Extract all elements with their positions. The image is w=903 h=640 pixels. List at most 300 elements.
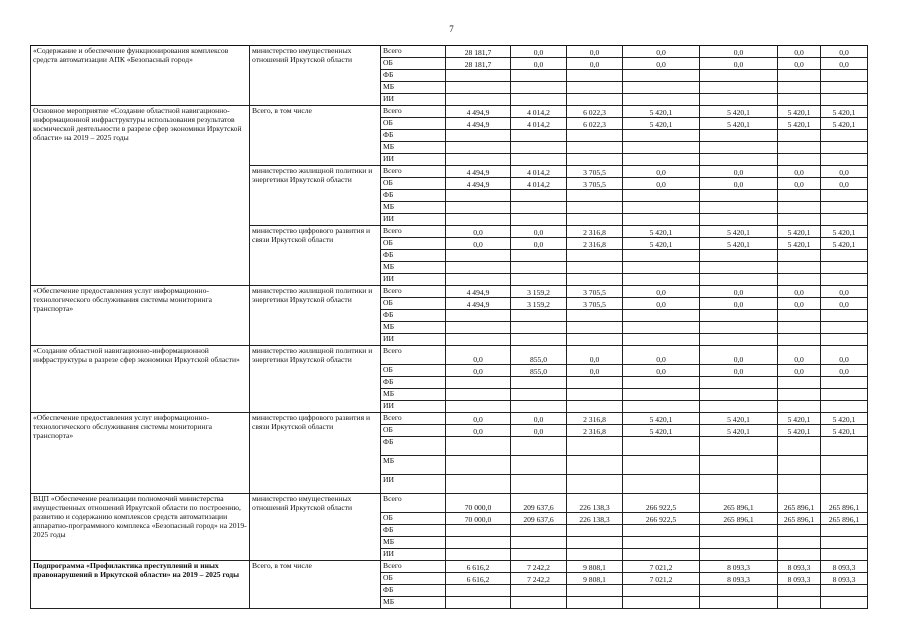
amount-cell	[700, 70, 778, 82]
amount-cell	[623, 82, 700, 94]
activity-name-cell: Подпрограмма «Профилактика преступлений и иных правонарушений в Иркутской области» на 2019 – 2025 годы	[31, 561, 250, 609]
table-row	[31, 106, 868, 118]
funding-source-cell: Всего	[381, 286, 446, 298]
amount-cell	[623, 456, 700, 475]
funding-source-cell: ИИ	[381, 549, 446, 561]
amount-cell: 5 420,1	[700, 106, 778, 118]
amount-cell	[821, 214, 868, 226]
amount-cell	[511, 597, 567, 609]
amount-cell: 70 000,0	[446, 494, 511, 513]
amount-cell	[700, 549, 778, 561]
amount-cell: 0,0	[700, 286, 778, 298]
amount-cell: 0,0	[446, 346, 511, 365]
amount-cell	[511, 274, 567, 286]
amount-cell	[623, 94, 700, 106]
amount-cell: 0,0	[623, 286, 700, 298]
amount-cell	[821, 377, 868, 389]
amount-cell: 4 014,2	[511, 178, 567, 190]
amount-cell	[700, 597, 778, 609]
executor-cell: министерство жилищной политики и энергетики Иркутской области	[250, 166, 381, 226]
amount-cell	[700, 389, 778, 401]
amount-cell	[446, 190, 511, 202]
amount-cell	[700, 537, 778, 549]
amount-cell: 0,0	[700, 166, 778, 178]
amount-cell: 8 093,3	[821, 573, 868, 585]
executor-cell: министерство имущественных отношений Иркутской области	[250, 494, 381, 561]
amount-cell: 0,0	[821, 365, 868, 377]
page-number: 7	[449, 24, 454, 34]
activity-name-cell: «Обеспечение предоставления услуг информационно-технологического обслуживания системы мониторинга транспорта»	[31, 413, 250, 494]
amount-cell	[821, 310, 868, 322]
amount-cell: 226 138,3	[567, 513, 623, 525]
amount-cell: 8 093,3	[821, 561, 868, 573]
amount-cell	[567, 202, 623, 214]
amount-cell: 8 093,3	[778, 573, 821, 585]
amount-cell: 0,0	[623, 346, 700, 365]
amount-cell	[511, 456, 567, 475]
amount-cell	[511, 334, 567, 346]
amount-cell: 0,0	[623, 58, 700, 70]
amount-cell	[821, 322, 868, 334]
amount-cell	[446, 475, 511, 494]
amount-cell	[821, 94, 868, 106]
executor-cell: министерство цифрового развития и связи Иркутской области	[250, 413, 381, 494]
amount-cell	[778, 334, 821, 346]
amount-cell	[700, 274, 778, 286]
amount-cell	[821, 70, 868, 82]
amount-cell: 5 420,1	[778, 106, 821, 118]
amount-cell: 0,0	[623, 166, 700, 178]
amount-cell: 0,0	[511, 58, 567, 70]
amount-cell: 0,0	[821, 298, 868, 310]
amount-cell	[778, 262, 821, 274]
amount-cell: 5 420,1	[700, 226, 778, 238]
amount-cell: 6 616,2	[446, 561, 511, 573]
amount-cell: 5 420,1	[821, 226, 868, 238]
amount-cell	[446, 262, 511, 274]
amount-cell: 0,0	[778, 346, 821, 365]
amount-cell	[623, 262, 700, 274]
amount-cell	[567, 82, 623, 94]
amount-cell	[567, 437, 623, 456]
amount-cell: 3 705,5	[567, 286, 623, 298]
funding-source-cell: ИИ	[381, 274, 446, 286]
amount-cell: 5 420,1	[623, 118, 700, 130]
amount-cell: 3 705,5	[567, 178, 623, 190]
funding-source-cell: Всего	[381, 106, 446, 118]
amount-cell	[511, 262, 567, 274]
funding-source-cell: ОБ	[381, 298, 446, 310]
amount-cell: 0,0	[778, 298, 821, 310]
amount-cell	[446, 70, 511, 82]
table-row	[31, 413, 868, 425]
amount-cell	[821, 456, 868, 475]
amount-cell: 5 420,1	[821, 118, 868, 130]
amount-cell	[446, 525, 511, 537]
amount-cell	[778, 70, 821, 82]
amount-cell: 4 014,2	[511, 166, 567, 178]
executor-cell: министерство цифрового развития и связи Иркутской области	[250, 226, 381, 286]
funding-source-cell: МБ	[381, 82, 446, 94]
amount-cell: 5 420,1	[700, 413, 778, 425]
amount-cell	[567, 537, 623, 549]
amount-cell	[446, 585, 511, 597]
budget-table	[30, 45, 868, 609]
amount-cell	[821, 597, 868, 609]
amount-cell	[700, 310, 778, 322]
amount-cell	[446, 401, 511, 413]
amount-cell	[778, 310, 821, 322]
amount-cell	[821, 274, 868, 286]
amount-cell: 7 021,2	[623, 561, 700, 573]
amount-cell	[567, 274, 623, 286]
amount-cell	[511, 377, 567, 389]
amount-cell: 0,0	[446, 425, 511, 437]
amount-cell	[821, 82, 868, 94]
table-row	[31, 286, 868, 298]
amount-cell	[778, 274, 821, 286]
amount-cell: 266 922,5	[623, 513, 700, 525]
amount-cell	[623, 310, 700, 322]
amount-cell: 5 420,1	[700, 118, 778, 130]
amount-cell	[700, 142, 778, 154]
amount-cell	[778, 585, 821, 597]
funding-source-cell: МБ	[381, 202, 446, 214]
amount-cell	[623, 334, 700, 346]
amount-cell	[778, 142, 821, 154]
amount-cell	[700, 154, 778, 166]
amount-cell	[700, 202, 778, 214]
executor-cell: Всего, в том числе	[250, 106, 381, 166]
amount-cell: 6 616,2	[446, 573, 511, 585]
amount-cell: 9 808,1	[567, 573, 623, 585]
amount-cell	[778, 130, 821, 142]
funding-source-cell: Всего	[381, 561, 446, 573]
amount-cell	[700, 130, 778, 142]
amount-cell	[821, 537, 868, 549]
amount-cell: 70 000,0	[446, 513, 511, 525]
amount-cell: 3 159,2	[511, 286, 567, 298]
amount-cell	[623, 389, 700, 401]
amount-cell	[623, 130, 700, 142]
amount-cell	[778, 549, 821, 561]
amount-cell: 7 021,2	[623, 573, 700, 585]
amount-cell	[778, 322, 821, 334]
funding-source-cell: ОБ	[381, 178, 446, 190]
amount-cell: 0,0	[700, 298, 778, 310]
amount-cell	[567, 585, 623, 597]
executor-cell: министерство жилищной политики и энергетики Иркутской области	[250, 286, 381, 346]
amount-cell: 0,0	[700, 46, 778, 58]
amount-cell: 855,0	[511, 365, 567, 377]
amount-cell	[821, 334, 868, 346]
amount-cell	[821, 142, 868, 154]
amount-cell	[567, 94, 623, 106]
funding-source-cell: ОБ	[381, 513, 446, 525]
amount-cell: 5 420,1	[778, 118, 821, 130]
amount-cell: 4 494,9	[446, 178, 511, 190]
amount-cell: 265 896,1	[778, 494, 821, 513]
amount-cell	[446, 310, 511, 322]
amount-cell: 0,0	[778, 365, 821, 377]
amount-cell	[778, 377, 821, 389]
amount-cell	[511, 537, 567, 549]
amount-cell	[821, 262, 868, 274]
amount-cell	[446, 549, 511, 561]
amount-cell	[567, 475, 623, 494]
amount-cell	[623, 154, 700, 166]
amount-cell	[623, 322, 700, 334]
amount-cell	[567, 214, 623, 226]
amount-cell	[700, 94, 778, 106]
funding-source-cell: ФБ	[381, 585, 446, 597]
amount-cell: 28 181,7	[446, 46, 511, 58]
amount-cell	[821, 154, 868, 166]
amount-cell	[778, 597, 821, 609]
amount-cell	[567, 597, 623, 609]
amount-cell: 3 159,2	[511, 298, 567, 310]
amount-cell	[778, 154, 821, 166]
amount-cell	[567, 154, 623, 166]
amount-cell: 8 093,3	[778, 561, 821, 573]
amount-cell: 4 494,9	[446, 118, 511, 130]
amount-cell: 0,0	[778, 46, 821, 58]
amount-cell	[700, 585, 778, 597]
funding-source-cell: Всего	[381, 346, 446, 365]
amount-cell: 5 420,1	[778, 413, 821, 425]
amount-cell: 855,0	[511, 346, 567, 365]
table-row	[31, 561, 868, 573]
activity-name-cell: Основное мероприятие «Создание областной навигационно-информационной инфраструктуры использования результатов космической деятельности в разрезе сфер экономики Иркутской области» на 2019 – 2025 годы	[31, 106, 250, 286]
amount-cell: 5 420,1	[623, 106, 700, 118]
amount-cell	[821, 475, 868, 494]
amount-cell	[778, 190, 821, 202]
amount-cell: 5 420,1	[821, 106, 868, 118]
amount-cell	[446, 597, 511, 609]
amount-cell	[821, 585, 868, 597]
amount-cell	[700, 525, 778, 537]
amount-cell	[567, 310, 623, 322]
amount-cell: 5 420,1	[700, 238, 778, 250]
funding-source-cell: Всего	[381, 166, 446, 178]
amount-cell: 226 138,3	[567, 494, 623, 513]
amount-cell: 8 093,3	[700, 573, 778, 585]
amount-cell: 7 242,2	[511, 573, 567, 585]
amount-cell	[511, 322, 567, 334]
amount-cell	[567, 250, 623, 262]
amount-cell	[778, 525, 821, 537]
amount-cell	[623, 437, 700, 456]
funding-source-cell: ИИ	[381, 401, 446, 413]
funding-source-cell: Всего	[381, 226, 446, 238]
funding-source-cell: ИИ	[381, 334, 446, 346]
amount-cell	[821, 389, 868, 401]
amount-cell	[511, 94, 567, 106]
funding-source-cell: ИИ	[381, 214, 446, 226]
amount-cell	[623, 274, 700, 286]
amount-cell	[567, 389, 623, 401]
amount-cell	[511, 525, 567, 537]
amount-cell: 28 181,7	[446, 58, 511, 70]
amount-cell: 2 316,8	[567, 226, 623, 238]
amount-cell	[700, 214, 778, 226]
amount-cell: 265 896,1	[821, 513, 868, 525]
funding-source-cell: МБ	[381, 389, 446, 401]
amount-cell	[511, 142, 567, 154]
amount-cell: 4 494,9	[446, 106, 511, 118]
amount-cell	[567, 70, 623, 82]
amount-cell: 5 420,1	[700, 425, 778, 437]
activity-name-cell: ВЦП «Обеспечение реализации полномочий министерства имущественных отношений Иркутской области по построению, развитию и содержанию комплексов средств автоматизации аппаратно-программного комплекса «Безопасный город» на 2019-2025 годы	[31, 494, 250, 561]
amount-cell	[567, 190, 623, 202]
amount-cell	[511, 401, 567, 413]
funding-source-cell: ФБ	[381, 70, 446, 82]
amount-cell	[700, 401, 778, 413]
amount-cell	[700, 322, 778, 334]
amount-cell	[446, 214, 511, 226]
amount-cell: 0,0	[778, 166, 821, 178]
executor-cell: Всего, в том числе	[250, 561, 381, 609]
amount-cell	[623, 142, 700, 154]
amount-cell	[700, 456, 778, 475]
amount-cell: 0,0	[821, 286, 868, 298]
amount-cell	[446, 202, 511, 214]
amount-cell	[567, 549, 623, 561]
amount-cell	[821, 130, 868, 142]
amount-cell: 2 316,8	[567, 425, 623, 437]
funding-source-cell: МБ	[381, 142, 446, 154]
amount-cell	[623, 190, 700, 202]
funding-source-cell: Всего	[381, 46, 446, 58]
funding-source-cell: МБ	[381, 537, 446, 549]
funding-source-cell: ОБ	[381, 118, 446, 130]
amount-cell	[446, 377, 511, 389]
amount-cell: 5 420,1	[778, 226, 821, 238]
amount-cell: 0,0	[446, 365, 511, 377]
amount-cell	[446, 154, 511, 166]
amount-cell: 5 420,1	[821, 425, 868, 437]
amount-cell: 0,0	[821, 346, 868, 365]
amount-cell	[567, 130, 623, 142]
amount-cell	[623, 250, 700, 262]
funding-source-cell: ОБ	[381, 425, 446, 437]
amount-cell: 265 896,1	[700, 494, 778, 513]
amount-cell	[778, 250, 821, 262]
funding-source-cell: ОБ	[381, 573, 446, 585]
amount-cell: 0,0	[821, 166, 868, 178]
amount-cell	[821, 190, 868, 202]
amount-cell	[623, 475, 700, 494]
amount-cell	[567, 525, 623, 537]
amount-cell	[700, 334, 778, 346]
amount-cell	[567, 377, 623, 389]
amount-cell	[700, 190, 778, 202]
amount-cell: 5 420,1	[821, 238, 868, 250]
amount-cell: 0,0	[511, 46, 567, 58]
amount-cell: 2 316,8	[567, 413, 623, 425]
table-row	[31, 494, 868, 513]
amount-cell	[700, 82, 778, 94]
amount-cell: 0,0	[778, 286, 821, 298]
amount-cell: 0,0	[623, 298, 700, 310]
amount-cell	[623, 70, 700, 82]
funding-source-cell: ФБ	[381, 525, 446, 537]
amount-cell: 265 896,1	[821, 494, 868, 513]
funding-source-cell: ФБ	[381, 377, 446, 389]
funding-source-cell: Всего	[381, 413, 446, 425]
amount-cell: 209 637,6	[511, 513, 567, 525]
amount-cell	[623, 202, 700, 214]
amount-cell: 6 022,3	[567, 106, 623, 118]
amount-cell: 5 420,1	[623, 425, 700, 437]
table-row	[31, 346, 868, 365]
funding-source-cell: ФБ	[381, 190, 446, 202]
amount-cell: 3 705,5	[567, 298, 623, 310]
amount-cell	[778, 202, 821, 214]
amount-cell	[511, 214, 567, 226]
amount-cell: 0,0	[446, 226, 511, 238]
amount-cell: 0,0	[821, 58, 868, 70]
amount-cell	[567, 334, 623, 346]
amount-cell	[700, 377, 778, 389]
amount-cell: 4 494,9	[446, 286, 511, 298]
amount-cell	[567, 456, 623, 475]
amount-cell: 265 896,1	[778, 513, 821, 525]
amount-cell: 5 420,1	[821, 413, 868, 425]
amount-cell	[511, 549, 567, 561]
activity-name-cell: «Содержание и обеспечение функционирования комплексов средств автоматизации АПК «Безопасный город»	[31, 46, 250, 106]
amount-cell: 4 014,2	[511, 118, 567, 130]
amount-cell	[567, 401, 623, 413]
amount-cell	[623, 549, 700, 561]
amount-cell: 0,0	[821, 46, 868, 58]
amount-cell: 7 242,2	[511, 561, 567, 573]
amount-cell: 0,0	[567, 365, 623, 377]
amount-cell	[778, 475, 821, 494]
amount-cell	[821, 525, 868, 537]
amount-cell	[623, 214, 700, 226]
amount-cell	[623, 585, 700, 597]
amount-cell: 3 705,5	[567, 166, 623, 178]
amount-cell	[446, 456, 511, 475]
amount-cell: 2 316,8	[567, 238, 623, 250]
funding-source-cell: МБ	[381, 597, 446, 609]
amount-cell: 8 093,3	[700, 561, 778, 573]
amount-cell	[446, 250, 511, 262]
amount-cell	[778, 82, 821, 94]
executor-cell: министерство жилищной политики и энергетики Иркутской области	[250, 346, 381, 413]
amount-cell	[821, 202, 868, 214]
amount-cell: 0,0	[567, 346, 623, 365]
amount-cell	[446, 130, 511, 142]
funding-source-cell: МБ	[381, 322, 446, 334]
amount-cell	[700, 262, 778, 274]
funding-source-cell: ИИ	[381, 94, 446, 106]
activity-name-cell: «Обеспечение предоставления услуг информационно-технологического обслуживания системы мониторинга транспорта»	[31, 286, 250, 346]
funding-source-cell: ОБ	[381, 365, 446, 377]
amount-cell	[511, 250, 567, 262]
amount-cell: 0,0	[567, 46, 623, 58]
table-row	[31, 46, 868, 58]
amount-cell: 0,0	[700, 365, 778, 377]
amount-cell	[511, 585, 567, 597]
amount-cell: 0,0	[623, 365, 700, 377]
funding-source-cell: ФБ	[381, 310, 446, 322]
funding-source-cell: ФБ	[381, 250, 446, 262]
amount-cell: 0,0	[446, 238, 511, 250]
amount-cell: 0,0	[821, 178, 868, 190]
amount-cell	[511, 154, 567, 166]
